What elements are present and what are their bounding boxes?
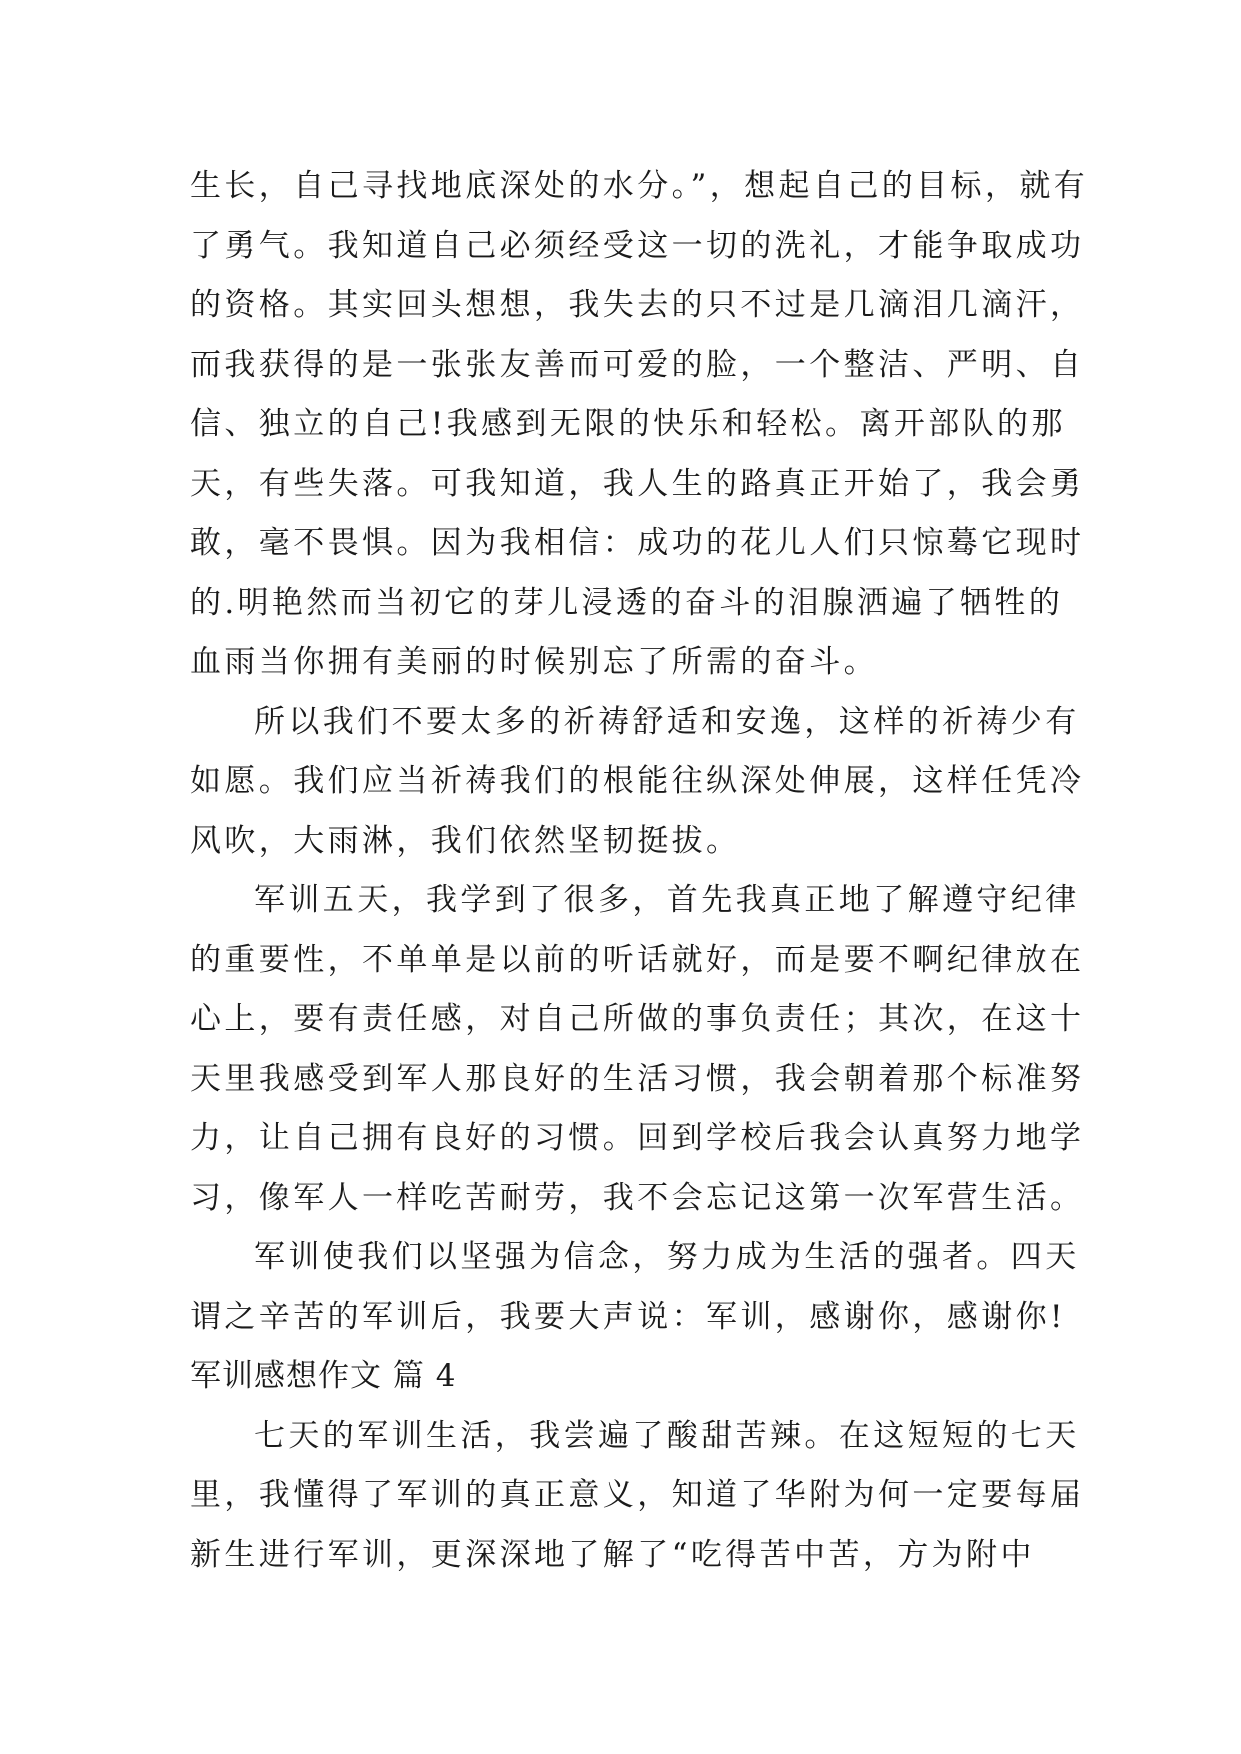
- text-line: 军训使我们以坚强为信念，努力成为生活的强者。四天: [254, 1239, 1080, 1275]
- text-line: 七天的军训生活，我尝遍了酸甜苦辣。在这短短的七天: [254, 1417, 1080, 1454]
- text-line: 而我获得的是一张张友善而可爱的脸，一个整洁、严明、自: [190, 346, 1085, 383]
- section-heading: [190, 1347, 1070, 1407]
- text-line: 敢，毫不畏惧。因为我相信：成功的花儿人们只惊蓦它现时: [190, 525, 1085, 561]
- text-line: 风吹，大雨淋，我们依然坚韧挺拔。: [190, 822, 741, 859]
- text-line: 信、独立的自己!我感到无限的快乐和轻松。离开部队的那: [190, 406, 1066, 442]
- text-line: 力，让自己拥有良好的习惯。回到学校后我会认真努力地学: [190, 1120, 1085, 1156]
- text-line: 军训五天，我学到了很多，首先我真正地了解遵守纪律: [254, 882, 1080, 918]
- paragraph-2: [190, 693, 1085, 872]
- paragraph-5: [190, 1407, 1085, 1586]
- text-line: 生长，自己寻找地底深处的水分。”，想起自己的目标，就有: [190, 168, 1089, 204]
- document-body: [190, 157, 1089, 1585]
- text-line: 新生进行军训，更深深地了解了“吃得苦中苦，方为附中: [190, 1536, 1035, 1573]
- paragraph-3: [190, 871, 1085, 1228]
- paragraph-4: [190, 1228, 1080, 1347]
- text-line: 血雨当你拥有美丽的时候别忘了所需的奋斗。: [190, 644, 878, 680]
- text-line: 如愿。我们应当祈祷我们的根能往纵深处伸展，这样任凭冷: [190, 763, 1085, 799]
- text-line: 所以我们不要太多的祈祷舒适和安逸，这样的祈祷少有: [254, 703, 1080, 740]
- text-line: 天，有些失落。可我知道，我人生的路真正开始了，我会勇: [190, 465, 1085, 502]
- text-line: 的.明艳然而当初它的芽儿浸透的奋斗的泪腺洒遍了牺牲的: [190, 584, 1064, 621]
- text-line: 的重要性，不单单是以前的听话就好，而是要不啊纪律放在: [190, 941, 1085, 978]
- text-line: 了勇气。我知道自己必须经受这一切的洗礼，才能争取成功: [190, 227, 1085, 264]
- text-line: 天里我感受到军人那良好的生活习惯，我会朝着那个标准努: [190, 1060, 1085, 1097]
- text-line: 心上，要有责任感，对自己所做的事负责任；其次，在这十: [190, 1001, 1085, 1037]
- section-heading-text: 军训感想作文 篇 4: [190, 1358, 457, 1394]
- paragraph-1: [190, 157, 1089, 693]
- text-line: 里，我懂得了军训的真正意义，知道了华附为何一定要每届: [190, 1477, 1085, 1513]
- text-line: 的资格。其实回头想想，我失去的只不过是几滴泪几滴汗，: [190, 287, 1085, 323]
- text-line: 谓之辛苦的军训后，我要大声说：军训，感谢你，感谢你!: [190, 1298, 1066, 1335]
- text-line: 习，像军人一样吃苦耐劳，我不会忘记这第一次军营生活。: [190, 1179, 1085, 1216]
